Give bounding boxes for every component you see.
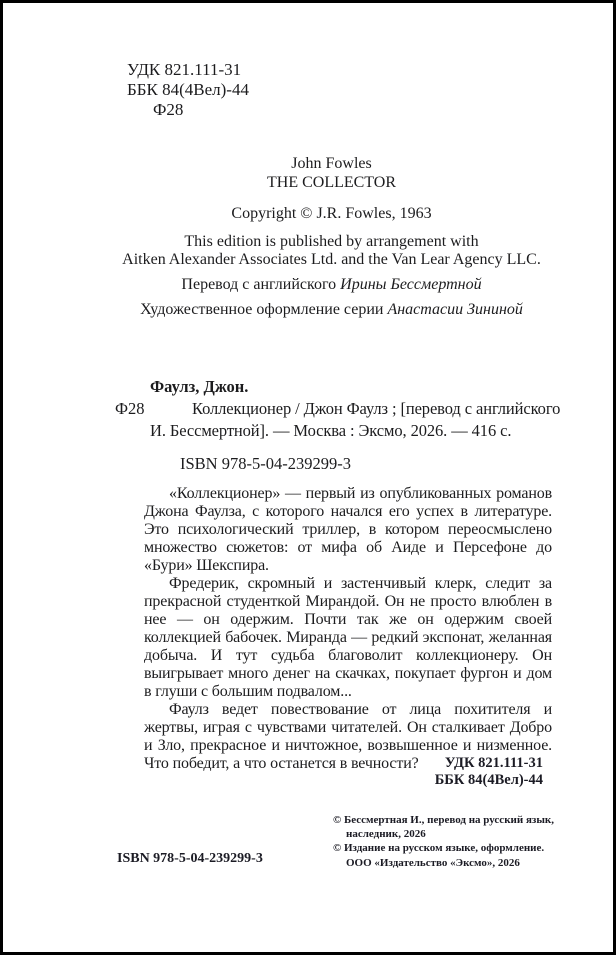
copyright-line-continuation: ООО «Издательство «Эксмо», 2026 [346,856,520,869]
copyright-entry-publisher [333,841,568,869]
title-block [115,155,548,320]
annotation-block [144,485,552,773]
annotation-paragraph-1: «Коллекционер» — первый из опубликованных романов Джона Фаулза, с которого начался его успех в литературе. Это психологический триллер, в котором переосмыслено множество сюжетов: от мифа об Аиде и Персефоне до «Бури» Шекспира. [144,485,552,574]
catalog-card [115,376,561,475]
catalog-isbn: ISBN 978-5-04-239299-3 [180,454,351,473]
footer-copyright-block [333,813,568,870]
udk-code-bottom: УДК 821.111-31 [444,755,543,771]
top-classification-codes [127,60,249,120]
edition-arrangement-line-2: Aitken Alexander Associates Ltd. and the Van Lear Agency LLC. [122,251,541,268]
edition-arrangement-line-1: This edition is published by arrangement with [184,232,479,250]
original-title: THE COLLECTOR [266,173,397,191]
series-design-credit [115,301,548,320]
copyright-line: © Издание на русском языке, оформление. [333,842,545,855]
series-designer-name: Анастасии Зининой [387,301,523,318]
bbk-code: ББК 84(4Вел)-44 [127,80,249,99]
annotation-paragraph-3: Фаулз ведет повествование от лица похитителя и жертвы, играя с чувствами читателей. Он сталкивает Добро и Зло, прекрасное и ничтожное, возвышенное и низменное. Что победит, а что останется в вечности? [144,701,552,772]
original-copyright-line: Copyright © J.R. Fowles, 1963 [231,205,432,222]
copyright-line-continuation: наследник, 2026 [346,828,426,841]
catalog-description-line-2: И. Бессмертной]. — Москва : Эксмо, 2026. — 416 с. [150,420,512,440]
original-author: John Fowles [291,155,372,172]
bottom-classification-codes [115,755,543,788]
author-sign: Ф28 [153,100,184,119]
copyright-entry-translation [333,813,568,841]
translator-name: Ирины Бессмертной [340,275,482,293]
copyright-line: © Бессмертная И., перевод на русский язык, [333,814,554,826]
bbk-code-bottom: ББК 84(4Вел)-44 [434,771,543,788]
catalog-card-entry [115,398,561,441]
catalog-card-sign: Ф28 [115,399,145,418]
footer-isbn: ISBN 978-5-04-239299-3 [117,851,263,866]
series-design-prefix: Художественное оформление серии [140,301,384,318]
catalog-card-heading: Фаулз, Джон. [150,377,249,396]
translation-credit-prefix: Перевод с английского [181,275,337,293]
catalog-description-line-1: Коллекционер / Джон Фаулз ; [перевод с английского [192,399,561,418]
udk-code: УДК 821.111-31 [127,60,242,79]
translation-credit [115,276,548,295]
annotation-paragraph-2: Фредерик, скромный и застенчивый клерк, следит за прекрасной студенткой Мирандой. Он не просто влюблен в нее — он одержим. Почти так же он одержим своей коллекцией бабочек. Миранда — редкий экспонат, желанная добыча. И тут судьба благоволит коллекционеру. Он выигрывает много денег на скачках, покупает фургон и дом в глуши с большим подвалом... [144,575,552,700]
